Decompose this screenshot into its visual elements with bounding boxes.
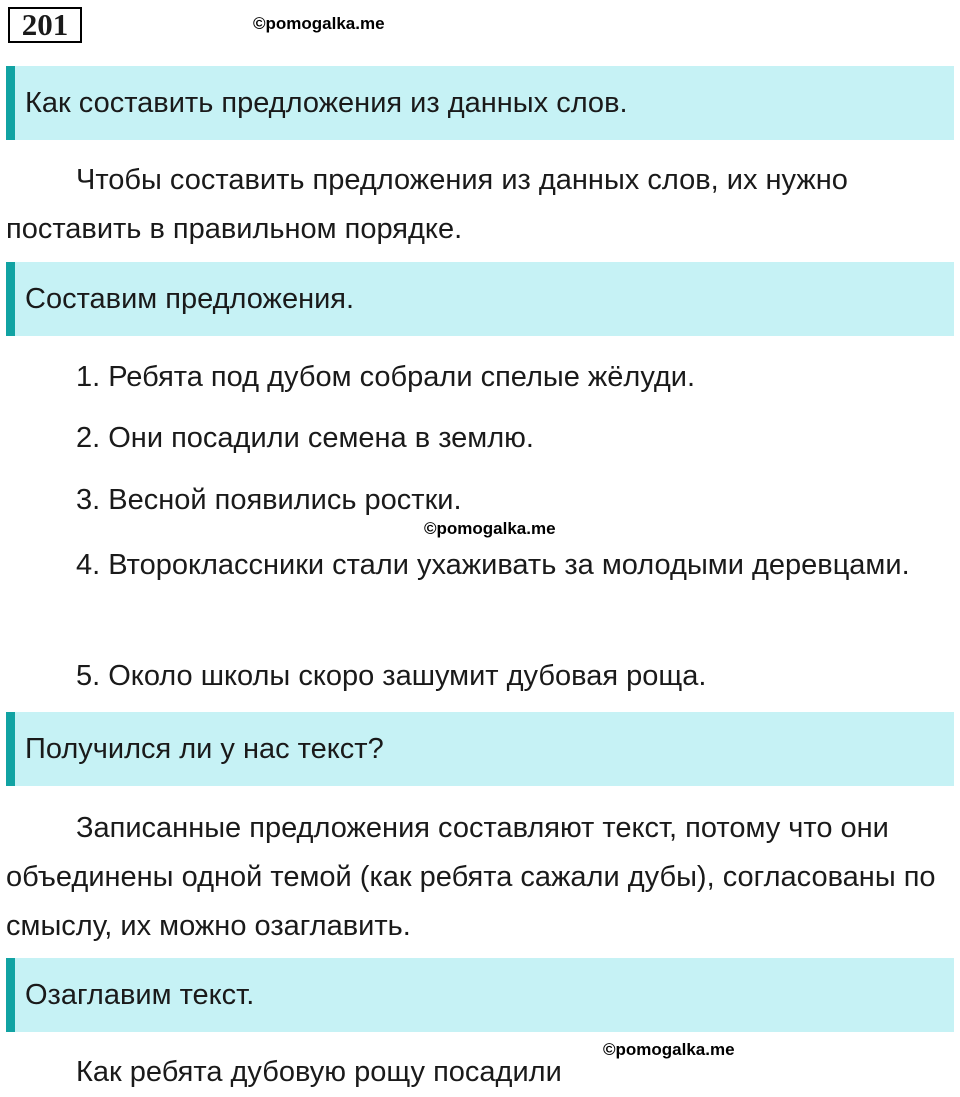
paragraph: Чтобы составить предложения из данных слов, их нужно поставить в правильном порядке. xyxy=(6,164,848,245)
sentence-item: 1. Ребята под дубом собрали спелые жёлуди. xyxy=(76,361,696,393)
sentence-item: 2. Они посадили семена в землю. xyxy=(76,422,534,454)
sentence-item: 5. Около школы скоро зашумит дубовая роща. xyxy=(76,660,707,692)
watermark: ©pomogalka.me xyxy=(253,14,385,33)
watermark: ©pomogalka.me xyxy=(424,519,556,538)
section-heading: Составим предложения. xyxy=(6,262,954,336)
section-heading: Получился ли у нас текст? xyxy=(6,712,954,786)
section-heading: Озаглавим текст. xyxy=(6,958,954,1032)
watermark: ©pomogalka.me xyxy=(603,1040,735,1059)
sentence-item: 4. Второклассники стали ухаживать за молодыми деревцами. xyxy=(76,549,910,581)
section-heading: Как составить предложения из данных слов. xyxy=(6,66,954,140)
title-answer: Как ребята дубовую рощу посадили xyxy=(76,1056,562,1088)
task-number-box: 201 xyxy=(8,7,82,43)
sentence-item: 3. Весной появились ростки. xyxy=(76,484,462,516)
paragraph: Записанные предложения составляют текст, потому что они объединены одной темой (как ребята сажали дубы), согласованы по смыслу, их можно озаглавить. xyxy=(6,812,936,942)
